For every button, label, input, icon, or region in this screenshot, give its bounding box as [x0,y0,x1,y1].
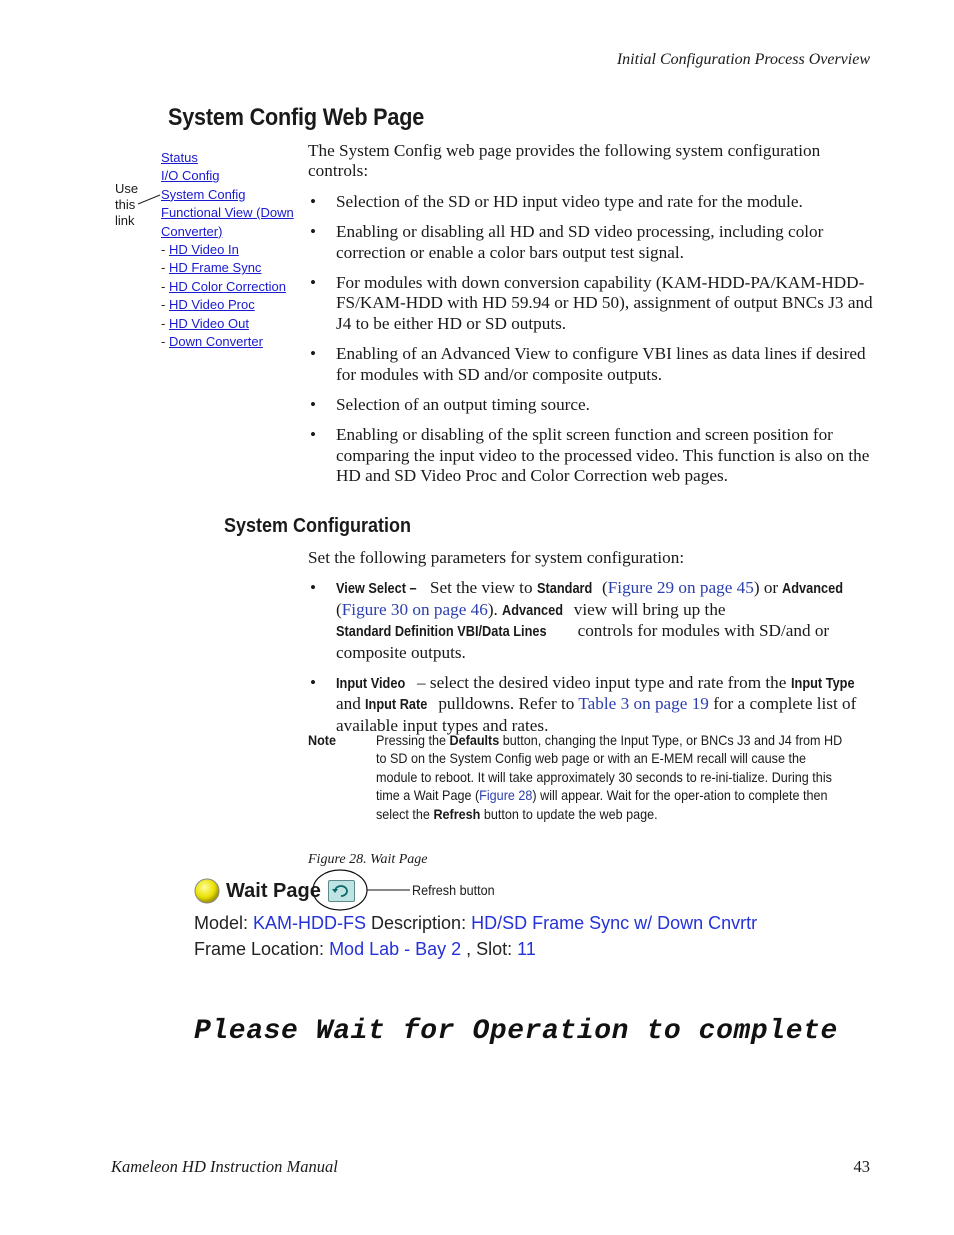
intro-section [308,141,873,497]
term: Input Type [790,676,855,693]
text-run: ( [336,599,342,619]
slot-value: 11 [517,939,536,959]
text-run: – select the desired video input type and rate from the [412,673,791,693]
term: Refresh [433,805,481,822]
page-number: 43 [853,1157,870,1176]
text-run: and [336,694,366,714]
refresh-callout-ellipse [312,868,412,914]
nav-link-hd-video-proc[interactable]: HD Video Proc [168,297,255,313]
status-bulb-icon [192,876,226,910]
callout-word: Use [115,181,139,196]
term: Defaults [449,732,500,748]
nav-dash: - [161,242,166,258]
figure-caption: Figure 28. Wait Page [308,852,428,867]
text-run: Pressing the [376,732,450,748]
list-item: • Enabling or disabling of the split screen function and screen position for comparing the input video to the processed video. This function is also on the HD and SD Video Proc and Color Correction web pages. [308,425,873,486]
nav-link-hd-color-correction[interactable]: HD Color Correction [168,278,287,294]
term: Advanced [782,581,844,598]
term: View Select – [336,581,417,598]
refresh-button[interactable] [328,880,355,902]
list-item: • Enabling or disabling all HD and SD video processing, including color correction or enable a color bars output test signal. [308,222,873,263]
nav-link-status[interactable]: Status [161,150,198,165]
nav-dash: - [161,334,166,350]
param-list [308,578,873,736]
callout-word: link [115,213,135,228]
text-run: ). [487,599,503,619]
nav-dash: - [161,315,166,331]
nav-dash: - [161,278,166,294]
text-run: Set the view to [425,578,537,598]
nav-link-functional-view[interactable]: Functional View (Down [161,205,294,221]
callout-leader-line [136,192,162,208]
web-page-nav [161,149,311,351]
nav-dash: - [161,297,166,313]
text-run: ( [597,578,608,598]
text-run: pulldowns. Refer to [434,694,579,714]
refresh-icon [329,881,354,901]
figure-28-link[interactable]: Figure 28 [479,787,533,804]
refresh-callout-label: Refresh button [412,882,495,898]
table-3-link[interactable]: Table 3 on page 19 [578,694,709,714]
nav-link-functional-view-cont[interactable]: Converter) [161,223,223,239]
nav-dash: - [161,260,166,276]
term: Input Video [336,676,406,693]
text-run: ) or [753,578,783,598]
term: Standard [536,581,593,598]
list-item: • Enabling of an Advanced View to configure VBI lines as data lines if desired for modules with SD and/or composite outputs. [308,344,873,385]
term: Advanced [502,602,564,619]
list-item: • Selection of the SD or HD input video type and rate for the module. [308,192,873,212]
section-heading: System Config Web Page [168,104,425,131]
figure-29-link[interactable]: Figure 29 on page 45 [607,578,754,598]
model-line [194,913,757,934]
subsection-heading: System Configuration [224,515,412,537]
list-item: • For modules with down conversion capability (KAM-HDD-PA/KAM-HDD-FS/KAM-HDD with HD 59.94 or HD 50), assignment of output BNCs J3 and J4 to be either HD or SD outputs. [308,273,873,334]
model-value: KAM-HDD-FS [253,913,367,933]
running-head: Initial Configuration Process Overview [616,51,870,68]
description-value: HD/SD Frame Sync w/ Down Cnvrtr [471,913,758,933]
text-run: controls for modules with SD/and or composite outputs. [336,621,830,662]
figure-30-link[interactable]: Figure 30 on page 46 [341,599,488,619]
note-text [376,731,849,823]
text-run: button, changing the Input Type, or BNCs J3 and J4 from HD to SD on the System Config web page or with an E-MEM recall will cause the module to reboot. It will take approximately 30 seconds to re-ini-tialize. During this time a Wait Page ( [376,732,843,804]
nav-link-down-converter[interactable]: Down Converter [168,334,263,350]
model-label: Model: [194,913,254,933]
footer-manual-title: Kameleon HD Instruction Manual [111,1157,338,1176]
callout-word: this [115,197,136,212]
text-run: button to update the web page. [480,805,658,822]
wait-page-title: Wait Page [226,880,321,902]
feature-list [308,192,873,487]
text-run: ) will appear. Wait for the oper-ation to complete then select the [376,787,828,822]
nav-link-hd-video-in[interactable]: HD Video In [168,242,239,258]
list-item [308,578,873,663]
term: Standard Definition VBI/Data Lines [336,624,547,641]
frame-location-label: Frame Location: [194,939,330,959]
description-label: Description: [366,913,472,933]
list-item [308,673,873,736]
nav-link-system-config[interactable]: System Config [161,186,246,202]
nav-link-hd-frame-sync[interactable]: HD Frame Sync [168,260,262,276]
intro-paragraph: The System Config web page provides the following system configuration controls: [308,141,821,181]
nav-link-io-config[interactable]: I/O Config [161,168,220,184]
frame-location-value: Mod Lab - Bay 2 [329,939,462,959]
list-item: • Selection of an output timing source. [308,395,873,415]
note-label: Note [308,732,337,748]
term: Input Rate [365,697,428,714]
nav-link-hd-video-out[interactable]: HD Video Out [168,315,249,331]
text-run: for a complete list of available input types and rates. [336,694,857,735]
slot-label: , Slot: [461,939,518,959]
please-wait-message: Please Wait for Operation to complete [194,1016,838,1047]
sysconfig-section [308,548,873,746]
sysconfig-lead: Set the following parameters for system configuration: [308,548,685,567]
frame-location-line [194,939,536,960]
text-run: view will bring up the [569,599,726,619]
